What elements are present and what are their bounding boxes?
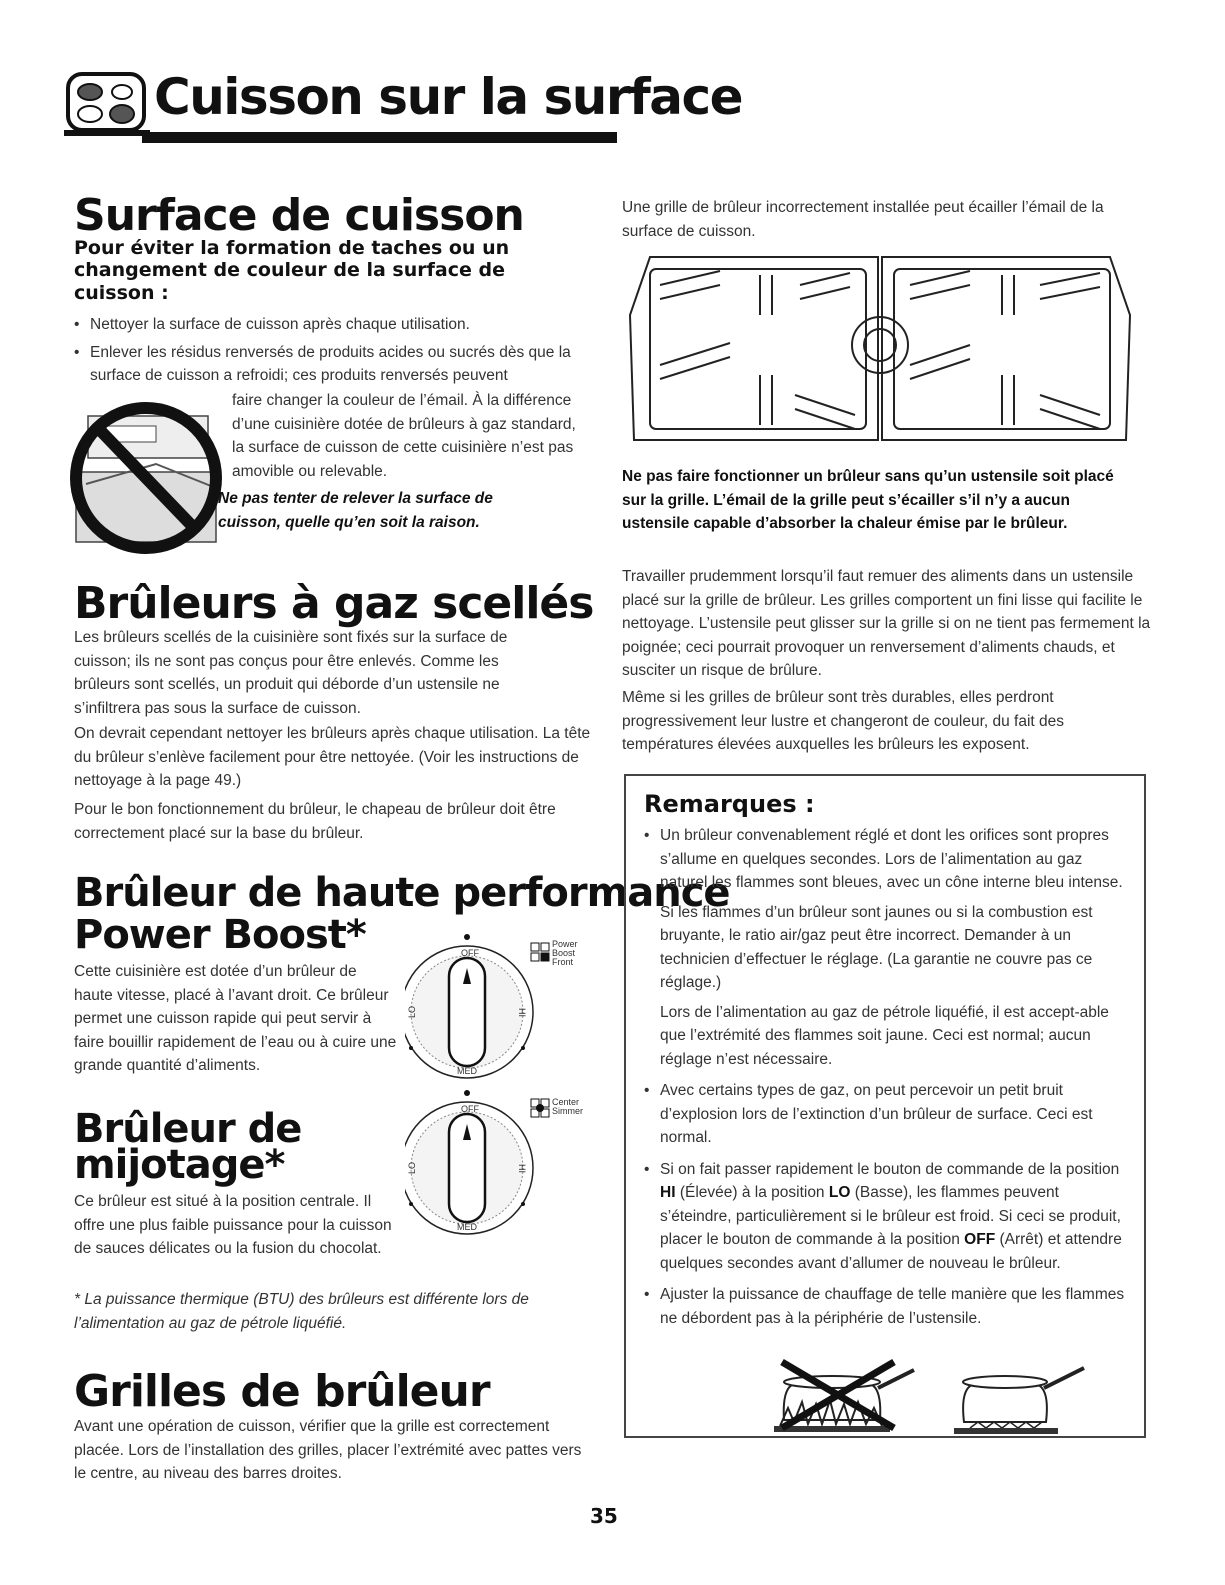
simmer-footnote: * La puissance thermique (BTU) des brûleurs est différente lors de l’alimentation au gaz de pétrole liquéfié. [74, 1291, 529, 1332]
surface-subheading: Pour éviter la formation de taches ou un changement de couleur de la surface de cuisson : [74, 237, 510, 304]
right-intro: Une grille de brûleur incorrectement installée peut écailler l’émail de la surface de cuisson. [622, 199, 1104, 240]
notes-bullet-1 [640, 824, 1130, 1071]
power-knob-med: MED [457, 1066, 477, 1076]
surface-bullet-2: • Enlever les résidus renversés de produits acides ou sucrés dès que la surface de cuisson a refroidi; ces produits renversés peuvent [70, 341, 595, 388]
burner-center-icon [530, 1098, 550, 1118]
no-lift-illustration [66, 392, 226, 564]
notes-box [624, 774, 1146, 1438]
sealed-heading: Brûleurs à gaz scellés [74, 578, 594, 629]
simmer-heading-line2: mijotage* [74, 1142, 285, 1188]
notes-b3-post: (Arrêt) et attendre quelques secondes avant d’allumer de nouveau le brûleur. [660, 1231, 1122, 1272]
pan-right [954, 1368, 1084, 1434]
notes-b3-mid: (Élevée) à la position [679, 1184, 825, 1201]
notes-b1-text: Un brûleur convenablement réglé et dont les orifices sont propres s’allume en quelques secondes. Lors de l’alimentation au gaz naturel les flammes sont bleues, avec un cône interne bleu intense. [660, 827, 1123, 891]
notes-b3-off: OFF [964, 1231, 996, 1248]
sealed-p1: Les brûleurs scellés de la cuisinière sont fixés sur la surface de cuisson; ils ne sont pas conçus pour être enlevés. Comme les brûleurs sont scellés, un produit qui déborde d’un ustensile ne s’infiltrera pas sous la surface de cuisson. [74, 629, 508, 717]
power-heading-line1: Brûleur de haute performance [74, 870, 730, 916]
notes-list [640, 824, 1130, 1330]
simmer-knob-hi: HI [517, 1164, 527, 1173]
power-knob-lo: LO [407, 1005, 417, 1018]
power-boost-knob [405, 932, 545, 1082]
sealed-p2: On devrait cependant nettoyer les brûleurs après chaque utilisation. La tête du brûleur s’enlève facilement pour être nettoyée. (Voir les instructions de nettoyage à la page 49.) [74, 725, 591, 789]
page-number: 35 [590, 1504, 618, 1528]
flame-pan-illustration [774, 1358, 1114, 1436]
notes-bullet-2: • Avec certains types de gaz, on peut percevoir un petit bruit d’explosion lors de l’extinction d’un brûleur de surface. Ceci est normal. [640, 1079, 1130, 1150]
simmer-knob-label: Center Simmer [552, 1097, 583, 1116]
burner-grates-illustration [620, 255, 1140, 445]
burner-position-icon [530, 942, 550, 962]
notes-b3-pre: Si on fait passer rapidement le bouton de commande de la position [660, 1160, 1120, 1178]
grates-p1: Avant une opération de cuisson, vérifier que la grille est correctement placée. Lors de l’installation des grilles, placer l’extrémité avec pattes vers le centre, au niveau des barres droites. [74, 1418, 582, 1482]
notes-b3-lo: LO [828, 1184, 851, 1201]
header [62, 62, 743, 152]
right-bold-warning: Ne pas faire fonctionner un brûleur sans qu’un ustensile soit placé sur la grille. L’émail de la grille peut s’écailler s’il n’y a aucun ustensile capable d’absorber la chaleur émise par le brûleur. [622, 468, 1114, 532]
grates-heading: Grilles de brûleur [74, 1366, 490, 1417]
notes-b1-p2: Si les flammes d’un brûleur sont jaunes ou si la combustion est bruyante, le ratio air/gaz peut être incorrect. Demander à un technicien d’effectuer le réglage. (La garantie ne couvre pas ce réglage.) [660, 903, 1093, 991]
simmer-p1: Ce brûleur est situé à la position centrale. Il offre une plus faible puissance pour la cuisson de sauces délicates ou la fusion du chocolat. [74, 1193, 392, 1257]
power-knob-off: OFF [461, 948, 479, 958]
notes-b3-hi: HI [660, 1184, 676, 1201]
simmer-knob-med: MED [457, 1222, 477, 1232]
simmer-heading-line1: Brûleur de [74, 1106, 302, 1152]
power-heading-line2: Power Boost* [74, 912, 366, 958]
simmer-knob-off: OFF [461, 1104, 479, 1114]
sealed-p3: Pour le bon fonctionnement du brûleur, le chapeau de brûleur doit être correctement placé sur la base du brûleur. [74, 801, 556, 842]
simmer-knob-lo: LO [407, 1161, 417, 1174]
title-underline [142, 132, 617, 143]
surface-bullets [70, 313, 595, 388]
notes-b1-p3: Lors de l’alimentation au gaz de pétrole liquéfié, il est accept-able que l’extrémité des flammes soit jaune. Ceci est normal; aucun réglage n’est nécessaire. [660, 1003, 1109, 1068]
power-p1: Cette cuisinière est dotée d’un brûleur de haute vitesse, placé à l’avant droit. Ce brûleur permet une cuisson rapide qui peut servir à faire bouillir rapidement de l’eau ou à cuire une grande quantité d’aliments. [74, 963, 397, 1074]
power-knob-label: Power Boost Front [552, 939, 578, 967]
surface-warning: Ne pas tenter de relever la surface de cuisson, quelle qu’en soit la raison. [218, 490, 493, 531]
surface-bullet-1: • Nettoyer la surface de cuisson après chaque utilisation. [70, 313, 595, 337]
cooktop-icon [62, 70, 152, 140]
surface-wrap-text: faire changer la couleur de l’émail. À la différence d’une cuisinière dotée de brûleurs à gaz standard, la surface de cuisson de cette cuisinière n’est pas amovible ou relevable. [232, 392, 576, 480]
notes-bullet-3 [640, 1158, 1130, 1276]
right-p1: Travailler prudemment lorsqu’il faut remuer des aliments dans un ustensile placé sur la grille de brûleur. Les grilles comportent un fini lisse qui facilite le nettoyage. L’ustensile peut glisser sur la grille si on ne tient pas fermement la poignée; ceci pourrait provoquer un renversement d’aliments chauds, et susciter un risque de brûlure. [622, 568, 1151, 679]
notes-b3-mid2: (Basse), les flammes peuvent s’éteindre, particulièrement si le brûleur est froid. Si ceci se produit, placer le bouton de commande à la position [660, 1184, 1121, 1248]
simmer-knob [405, 1088, 545, 1243]
page-title: Cuisson sur la surface [154, 68, 743, 126]
right-p2: Même si les grilles de brûleur sont très durables, elles perdront progressivement leur lustre et changeront de couleur, du fait des températures élevées auxquelles les brûleurs les exposent. [622, 689, 1065, 753]
surface-heading: Surface de cuisson [74, 190, 524, 241]
notes-bullet-4: • Ajuster la puissance de chauffage de telle manière que les flammes ne débordent pas à la périphérie de l’ustensile. [640, 1283, 1130, 1330]
power-knob-hi: HI [517, 1008, 527, 1017]
notes-heading: Remarques : [644, 790, 815, 818]
